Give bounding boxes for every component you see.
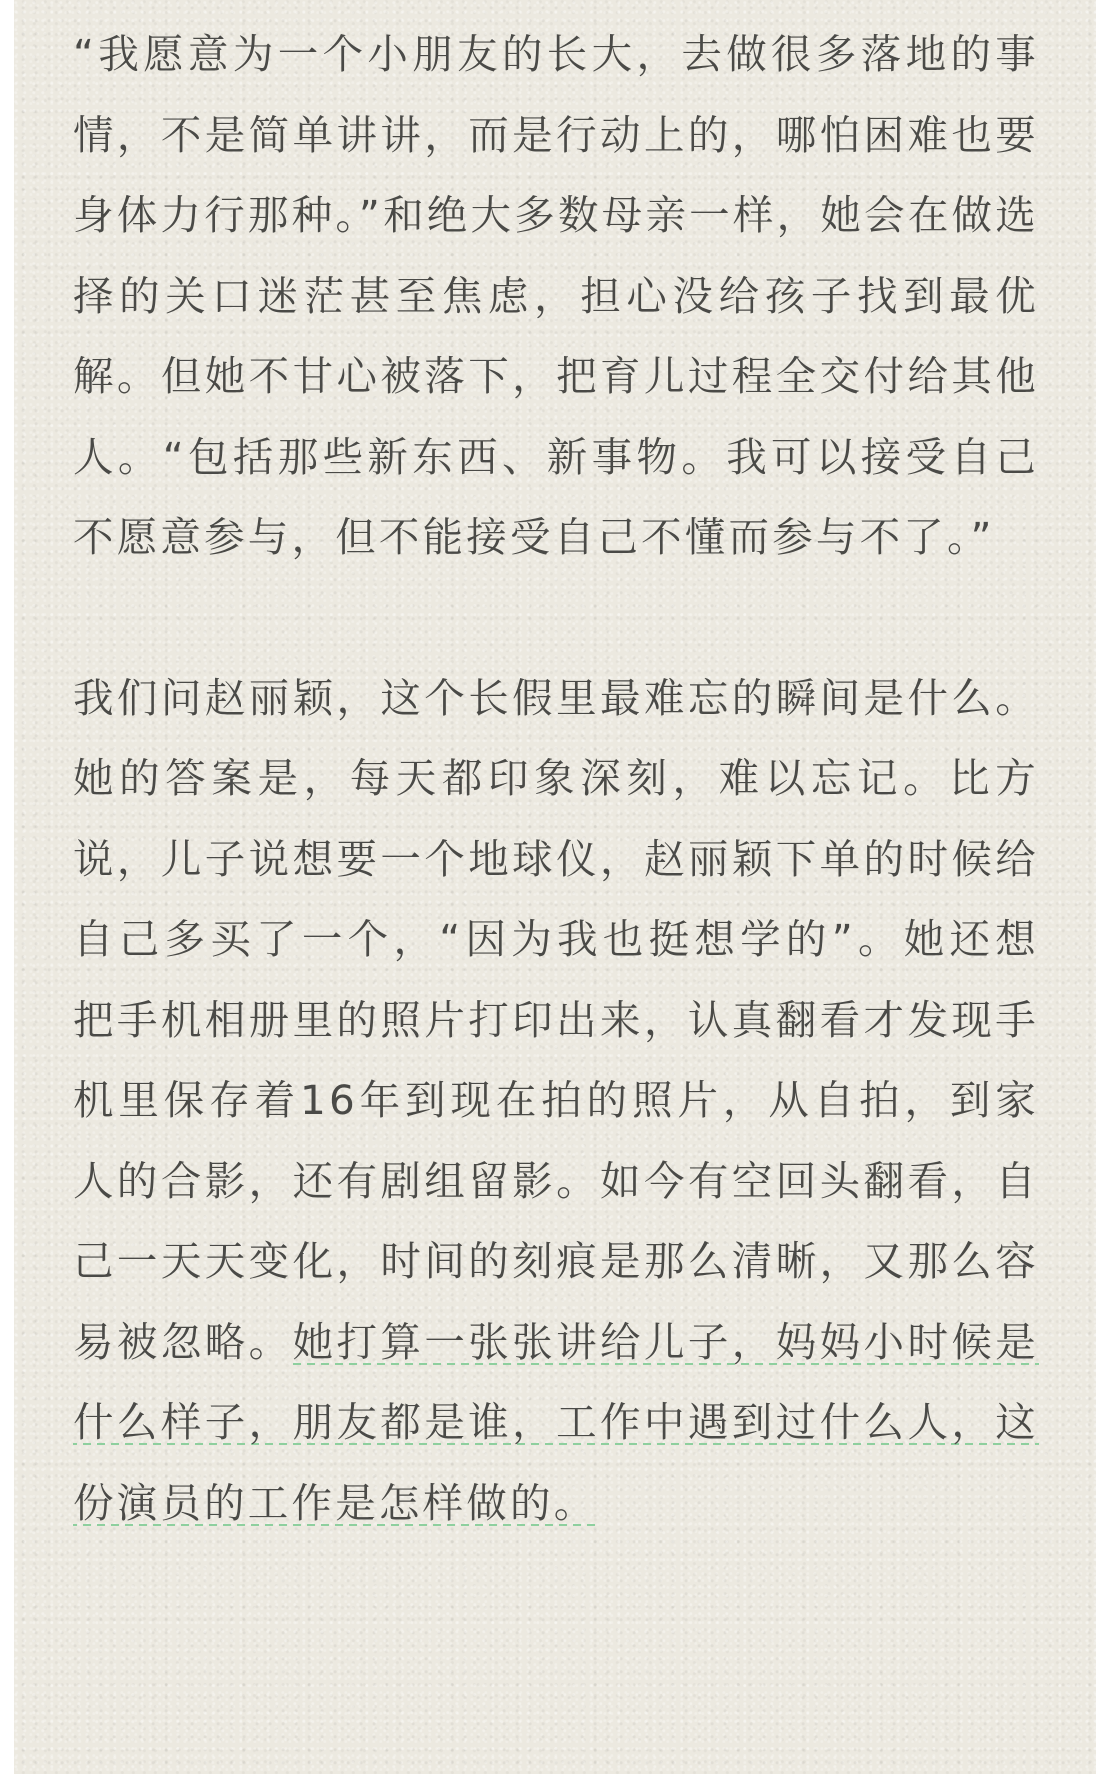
paragraph-1-text: “我愿意为一个小朋友的长大，去做很多落地的事情，不是简单讲讲，而是行动上的，哪怕困难也要身体力行那种。”和绝大多数母亲一样，她会在做选择的关口迷茫甚至焦虑，担心没给孩子找到最优解。但她不甘心被落下，把育儿过程全交付给其他人。“包括那些新东西、新事物。我可以接受自己不愿意参与，但不能接受自己不懂而参与不了。”	[73, 30, 1039, 561]
article-body	[73, 14, 1039, 1543]
highlighted-sentence: 她打算一张张讲给儿子，妈妈小时候是什么样子，朋友都是谁，工作中遇到过什么人，这份演员的工作是怎样做的。	[73, 1317, 1039, 1527]
paragraph-2	[73, 658, 1039, 1544]
paragraph-1	[73, 14, 1039, 578]
paragraph-2-text: 我们问赵丽颖，这个长假里最难忘的瞬间是什么。她的答案是，每天都印象深刻，难以忘记。比方说，儿子说想要一个地球仪，赵丽颖下单的时候给自己多买了一个，“因为我也挺想学的”。她还想把手机相册里的照片打印出来，认真翻看才发现手机里保存着16年到现在拍的照片，从自拍，到家人的合影，还有剧组留影。如今有空回头翻看，自己一天天变化，时间的刻痕是那么清晰，又那么容易被忽略。	[73, 673, 1039, 1366]
